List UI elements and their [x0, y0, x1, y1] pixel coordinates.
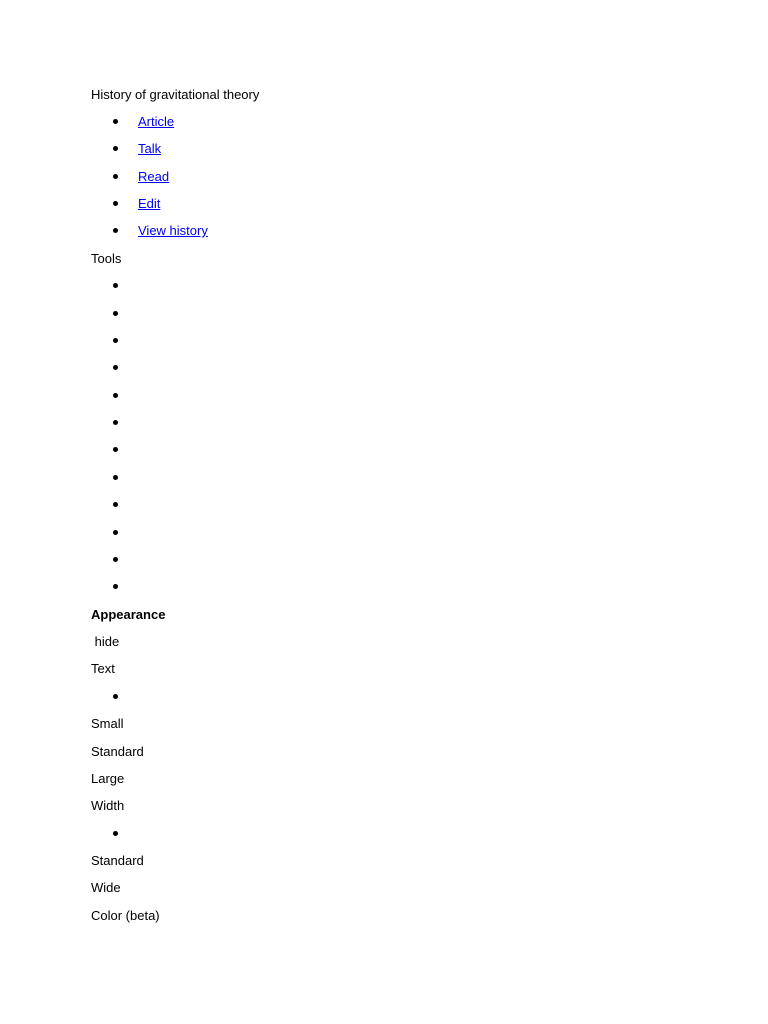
appearance-heading: Appearance — [91, 607, 166, 622]
bullet — [113, 223, 119, 239]
appearance-hide-button[interactable]: hide — [91, 634, 120, 649]
text-size-option-large[interactable]: Large — [91, 771, 125, 786]
bullet — [113, 196, 119, 212]
bullet — [113, 169, 119, 185]
nav-link-article[interactable]: Article — [138, 114, 175, 129]
width-option-wide[interactable]: Wide — [91, 880, 121, 895]
tools-list-item — [113, 415, 119, 431]
tools-list-item — [113, 388, 119, 404]
nav-link-edit[interactable]: Edit — [138, 196, 161, 211]
tools-list-item — [113, 497, 119, 513]
page-title: History of gravitational theory — [91, 87, 260, 102]
tools-list-item — [113, 525, 119, 541]
bullet — [113, 141, 119, 157]
tools-list-item — [113, 470, 119, 486]
width-list-item — [113, 826, 119, 842]
nav-link-view-history[interactable]: View history — [138, 223, 208, 238]
width-option-standard[interactable]: Standard — [91, 853, 144, 868]
tools-list-item — [113, 442, 119, 458]
tools-list-item — [113, 579, 119, 595]
tools-list-item — [113, 278, 119, 294]
text-size-option-standard[interactable]: Standard — [91, 744, 144, 759]
text-size-list-item — [113, 689, 119, 705]
text-size-label: Text — [91, 661, 115, 676]
nav-link-read[interactable]: Read — [138, 169, 170, 184]
tools-list-item — [113, 552, 119, 568]
text-size-option-small[interactable]: Small — [91, 716, 124, 731]
color-beta-label: Color (beta) — [91, 908, 160, 923]
tools-label[interactable]: Tools — [91, 251, 122, 266]
tools-list-item — [113, 333, 119, 349]
tools-list-item — [113, 360, 119, 376]
bullet — [113, 114, 119, 130]
width-label: Width — [91, 798, 125, 813]
nav-link-talk[interactable]: Talk — [138, 141, 162, 156]
tools-list-item — [113, 306, 119, 322]
